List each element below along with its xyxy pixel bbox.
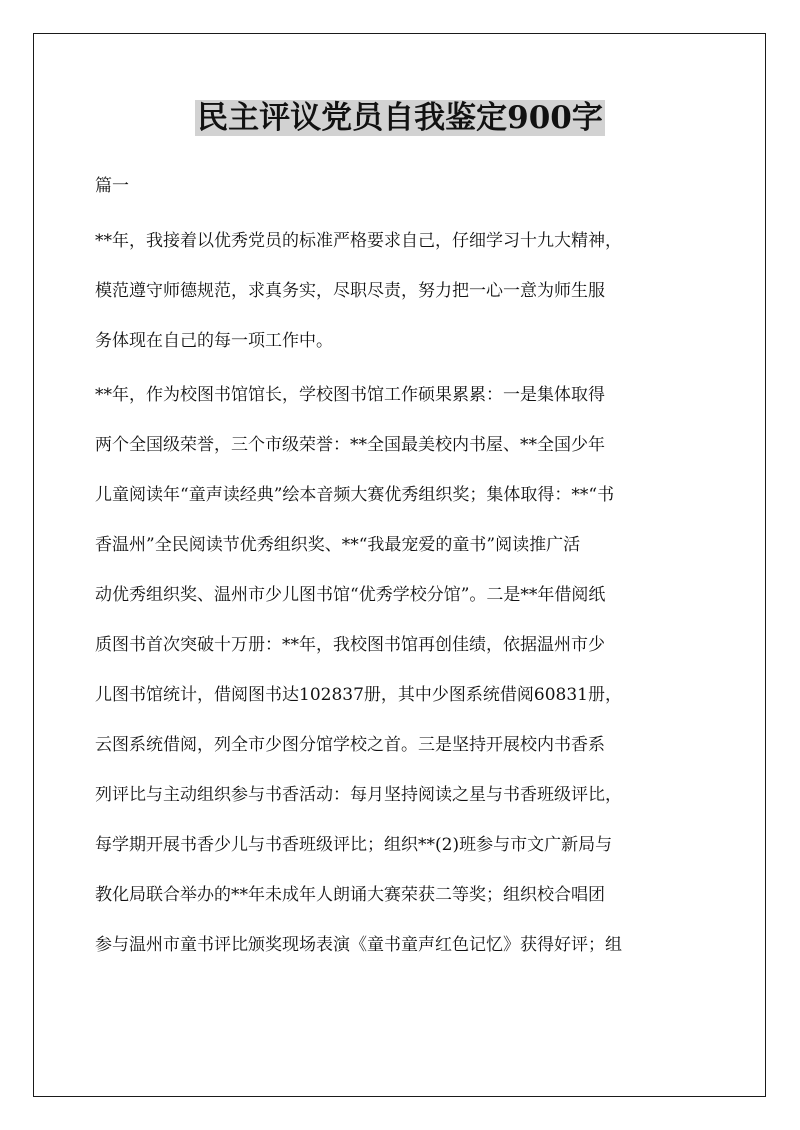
document-title — [0, 96, 800, 140]
paragraph-1 — [95, 216, 707, 366]
paragraph-line: 两个全国级荣誉，三个市级荣誉：**全国最美校内书屋、**全国少年 — [95, 435, 605, 455]
paragraph-line: 云图系统借阅，列全市少图分馆学校之首。三是坚持开展校内书香系 — [95, 735, 605, 755]
paragraph-line: 模范遵守师德规范，求真务实，尽职尽责，努力把一心一意为师生服 — [95, 281, 605, 301]
paragraph-line: 儿图书馆统计，借阅图书达102837册，其中少图系统借阅60831册， — [95, 685, 622, 705]
paragraph-line: **年，作为校图书馆馆长，学校图书馆工作硕果累累：一是集体取得 — [95, 385, 605, 405]
paragraph-line: 务体现在自己的每一项工作中。 — [95, 331, 333, 351]
paragraph-line: 质图书首次突破十万册：**年，我校图书馆再创佳绩，依据温州市少 — [95, 635, 605, 655]
paragraph-line: 动优秀组织奖、温州市少儿图书馆“优秀学校分馆”。二是**年借阅纸 — [95, 585, 606, 605]
section-heading: 篇一 — [95, 176, 129, 196]
paragraph-line: **年，我接着以优秀党员的标准严格要求自己，仔细学习十九大精神， — [95, 231, 622, 251]
document-title-text: 民主评议党员自我鉴定900字 — [197, 100, 603, 136]
paragraph-2 — [95, 370, 707, 970]
paragraph-line: 参与温州市童书评比颁奖现场表演《童书童声红色记忆》获得好评；组 — [95, 935, 622, 955]
paragraph-line: 列评比与主动组织参与书香活动：每月坚持阅读之星与书香班级评比， — [95, 785, 622, 805]
paragraph-line: 每学期开展书香少儿与书香班级评比；组织**(2)班参与市文广新局与 — [95, 835, 613, 855]
paragraph-line: 香温州”全民阅读节优秀组织奖、**“我最宠爱的童书”阅读推广活 — [95, 535, 581, 555]
paragraph-line: 教化局联合举办的**年未成年人朗诵大赛荣获二等奖；组织校合唱团 — [95, 885, 605, 905]
paragraph-line: 儿童阅读年“童声读经典”绘本音频大赛优秀组织奖；集体取得：**“书 — [95, 485, 615, 505]
